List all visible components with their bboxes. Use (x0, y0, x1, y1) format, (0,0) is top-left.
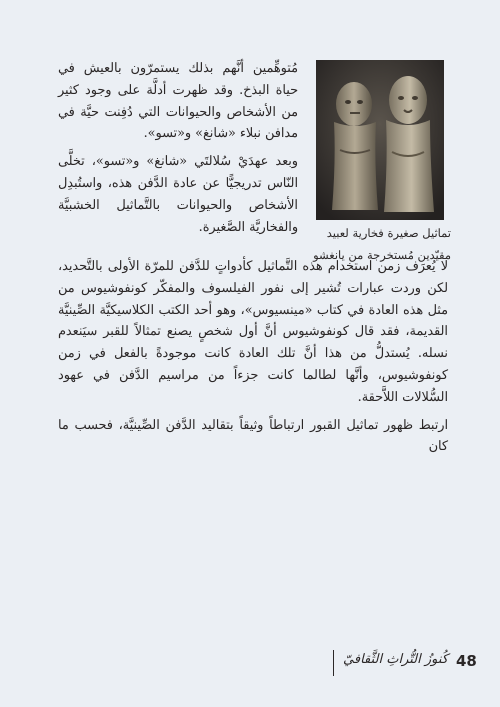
paragraph: ارتبط ظهور تماثيل القبور ارتباطاً وثيقاً بتقاليد الدَّفن الصِّينيَّة، فحسب ما كان (58, 417, 448, 455)
page-number: 48 (456, 652, 477, 670)
photo-caption: تماثيل صغيرة فخارية لعبيد مقيّدين مُستخرجة من يانغشو (313, 226, 451, 262)
photo-clay-figurines (316, 60, 444, 220)
footer-divider (333, 650, 334, 676)
running-footer-title: كُنوزُ التُّراثِ الثَّقافيّ (343, 652, 448, 667)
figurine-right (384, 76, 434, 212)
body-text-top (58, 58, 298, 238)
paragraph: مُتوهِّمين أنَّهم بذلك يستمرّون بالعيش في حياة البذخ. وقد ظهرت أدلَّة على وجود كثير من الأشخاص والحيوانات التي دُفِنت حيَّة في مدافن نبلاء «شانغ» و«تسو». (58, 61, 298, 142)
paragraph: لا يُعرَف زمن استخدام هذه التَّماثيل كأدواتٍ للدَّفن للمرّة الأولى بالتَّحديد، لكن وردت عبارات تُشير إلى نفور الفيلسوف والمفكّر كونفوشيوس من مثل هذه العادة في كتاب «مينسيوس»، وهو أحد الكتب الكلاسيكيَّة الصِّينيَّة القديمة، فقد قال كونفوشيوس أنَّ أول شخصٍ يصنع تمثالاً للقبر سيَنعدم نسله. يُستدلُّ من هذا أنَّ تلك العادة كانت موجودةً بالفعل في زمن كونفوشيوس، وأنَّها لطالما كانت جزءاً من مراسيم الدَّفن في عهود السُّلالات اللاَّحقة. (58, 259, 448, 405)
figurine-left (332, 82, 378, 210)
paragraph: وبعد عهدَيْ سُلالتَي «شانغ» و«تسو»، تخلَّى النّاس تدريجيًّا عن عادة الدَّفن هذه، واستُبدِل الأشخاص والحيوانات بالتَّماثيل الخشبيَّة والفخاريَّة الصَّغيرة. (58, 154, 298, 235)
body-text-lower (58, 256, 448, 458)
figurines-illustration (316, 60, 444, 220)
